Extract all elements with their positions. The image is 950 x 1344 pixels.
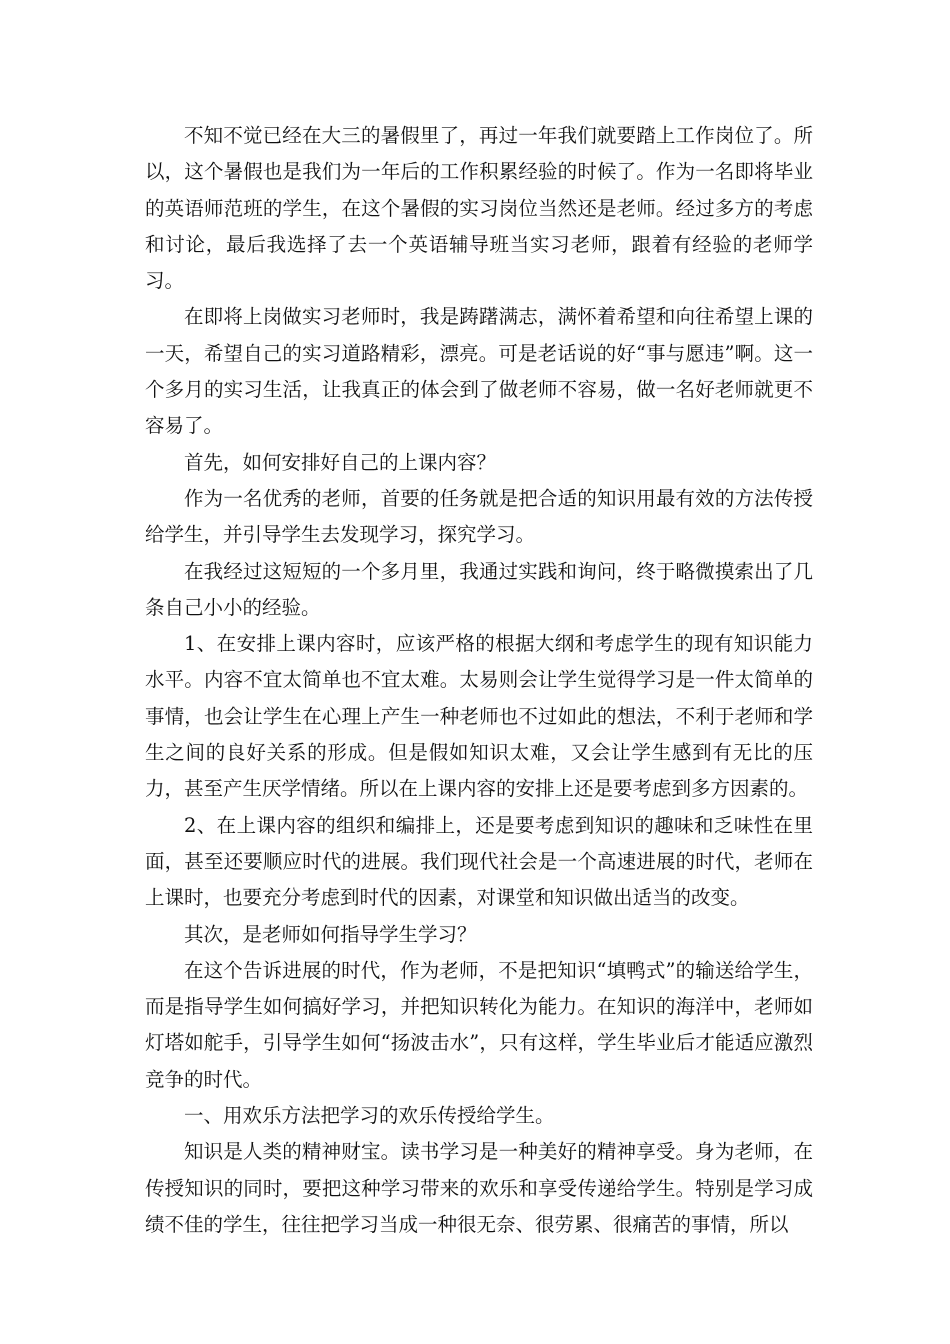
paragraph-point-2: 2、在上课内容的组织和编排上，还是要考虑到知识的趣味和乏味性在里面，甚至还要顺应时代的进展。我们现代社会是一个高速进展的时代，老师在上课时，也要充分考虑到时代的因素，对课堂和知识做出适当的改变。 [145, 813, 813, 910]
paragraph-teacher-task: 作为一名优秀的老师，首要的任务就是把合适的知识用最有效的方法传授给学生，并引导学生去发现学习，探究学习。 [145, 486, 813, 547]
document-body [145, 118, 813, 1243]
paragraph-heading-second: 其次，是老师如何指导学生学习？ [184, 922, 477, 946]
paragraph-guidance: 在这个告诉进展的时代，作为老师，不是把知识“填鸭式”的输送给学生，而是指导学生如何搞好学习，并把知识转化为能力。在知识的海洋中，老师如灯塔如舵手，引导学生如何“扬波击水”，只有这样，学生毕业后才能适应激烈竞争的时代。 [145, 958, 813, 1091]
paragraph-expectation: 在即将上岗做实习老师时，我是踌躇满志，满怀着希望和向往希望上课的一天，希望自己的实习道路精彩，漂亮。可是老话说的好“事与愿违”啊。这一个多月的实习生活，让我真正的体会到了做老师不容易，做一名好老师就更不容易了。 [145, 305, 813, 438]
paragraph-intro: 不知不觉已经在大三的暑假里了，再过一年我们就要踏上工作岗位了。所以，这个暑假也是我们为一年后的工作积累经验的时候了。作为一名即将毕业的英语师范班的学生，在这个暑假的实习岗位当然还是老师。经过多方的考虑和讨论，最后我选择了去一个英语辅导班当实习老师，跟着有经验的老师学习。 [145, 124, 813, 293]
paragraph-heading-first: 首先，如何安排好自己的上课内容？ [184, 450, 497, 474]
paragraph-experience: 在我经过这短短的一个多月里，我通过实践和询问，终于略微摸索出了几条自己小小的经验。 [145, 559, 813, 619]
paragraph-heading-joy: 一、用欢乐方法把学习的欢乐传授给学生。 [184, 1104, 555, 1128]
paragraph-point-1: 1、在安排上课内容时，应该严格的根据大纲和考虑学生的现有知识能力水平。内容不宜太简单也不宜太难。太易则会让学生觉得学习是一件太简单的事情，也会让学生在心理上产生一种老师也不过如此的想法，不利于老师和学生之间的良好关系的形成。但是假如知识太难，又会让学生感到有无比的压力，甚至产生厌学情绪。所以在上课内容的安排上还是要考虑到多方因素的。 [145, 632, 813, 801]
paragraph-knowledge: 知识是人类的精神财宝。读书学习是一种美好的精神享受。身为老师，在传授知识的同时，要把这种学习带来的欢乐和享受传递给学生。特别是学习成绩不佳的学生，往往把学习当成一种很无奈、很劳累、很痛苦的事情，所以 [145, 1140, 813, 1236]
